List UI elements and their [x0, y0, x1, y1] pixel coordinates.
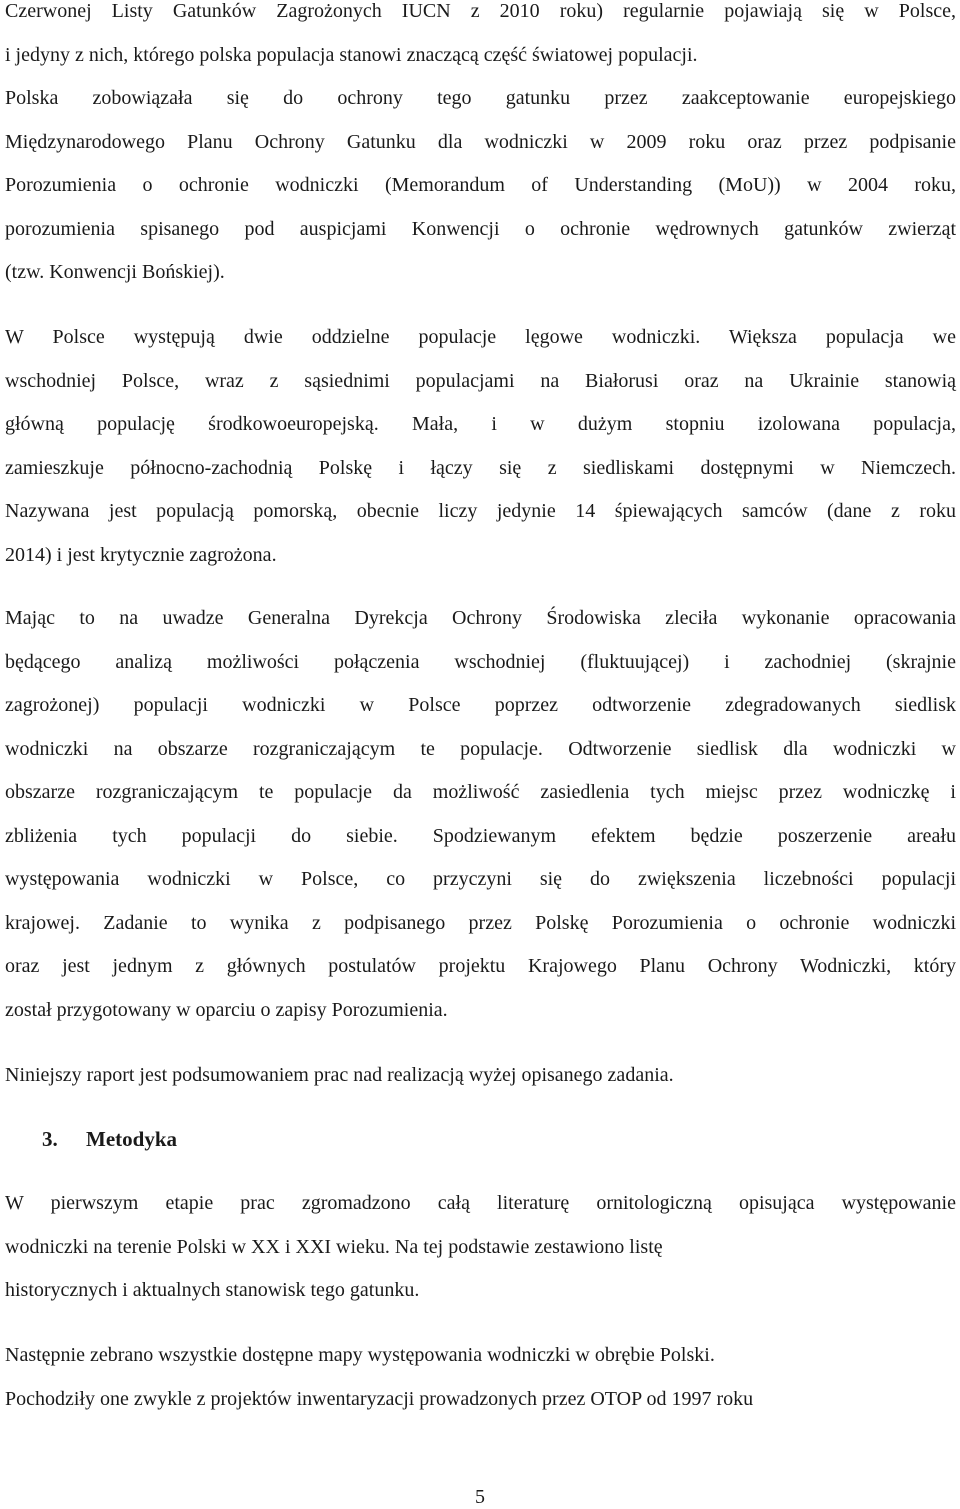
paragraph-line: Polska zobowiązała się do ochrony tego gatunku przez zaakceptowanie europejskiego — [5, 87, 956, 109]
paragraph-line: wodniczki na terenie Polski w XX i XXI wieku. Na tej podstawie zestawiono listę — [5, 1235, 663, 1258]
paragraph-line: Nazywana jest populacją pomorską, obecnie liczy jedynie 14 śpiewających samców (dane z roku — [5, 500, 956, 522]
paragraph-line: będącego analizą możliwości połączenia wschodniej (fluktuującej) i zachodniej (skrajnie — [5, 650, 956, 673]
paragraph-line: historycznych i aktualnych stanowisk tego gatunku. — [5, 1279, 420, 1301]
paragraph-line: Międzynarodowego Planu Ochrony Gatunku dla wodniczki w 2009 roku oraz przez podpisanie — [5, 130, 956, 153]
paragraph-line: Pochodziły one zwykle z projektów inwentaryzacji prowadzonych przez OTOP od 1997 roku — [5, 1387, 754, 1410]
paragraph-5 — [5, 1182, 956, 1313]
paragraph-line: oraz jest jednym z głównych postulatów projektu Krajowego Planu Ochrony Wodniczki, który — [5, 955, 956, 977]
paragraph-6 — [5, 1334, 956, 1421]
paragraph-2 — [5, 316, 956, 577]
paragraph-line: został przygotowany w oparciu o zapisy Porozumienia. — [5, 998, 448, 1021]
paragraph-line: Czerwonej Listy Gatunków Zagrożonych IUCN z 2010 roku) regularnie pojawiają się w Polsce, — [5, 0, 956, 22]
paragraph-line: porozumienia spisanego pod auspicjami Konwencji o ochronie wędrownych gatunków zwierząt — [5, 217, 956, 240]
paragraph-line: zbliżenia tych populacji do siebie. Spodziewanym efektem będzie poszerzenie areału — [5, 824, 956, 847]
paragraph-3 — [5, 597, 956, 1032]
paragraph-line: Niniejszy raport jest podsumowaniem prac nad realizacją wyżej opisanego zadania. — [5, 1064, 674, 1086]
paragraph-line: W pierwszym etapie prac zgromadzono całą literaturę ornitologiczną opisująca występowanie — [5, 1192, 956, 1214]
paragraph-line: wschodniej Polsce, wraz z sąsiednimi populacjami na Białorusi oraz na Ukrainie stanowią — [5, 369, 956, 392]
page-number: 5 — [475, 1486, 485, 1508]
paragraph-line: Następnie zebrano wszystkie dostępne mapy występowania wodniczki w obrębie Polski. — [5, 1344, 715, 1366]
paragraph-line: krajowej. Zadanie to wynika z podpisanego przez Polskę Porozumienia o ochronie wodniczki — [5, 911, 956, 934]
paragraph-line: zamieszkuje północno-zachodnią Polskę i łączy się z siedliskami dostępnymi w Niemczech. — [5, 456, 956, 479]
paragraph-line: występowania wodniczki w Polsce, co przyczyni się do zwiększenia liczebności populacji — [5, 868, 956, 890]
paragraph-line: 2014) i jest krytycznie zagrożona. — [5, 543, 277, 566]
section-title: Metodyka — [86, 1127, 177, 1151]
paragraph-line: główną populację środkowoeuropejską. Mała, i w dużym stopniu izolowana populacja, — [5, 413, 956, 435]
paragraph-line: wodniczki na obszarze rozgraniczającym te populacje. Odtworzenie siedlisk dla wodniczki w — [5, 737, 956, 760]
paragraph-line: zagrożonej) populacji wodniczki w Polsce poprzez odtworzenie zdegradowanych siedlisk — [5, 694, 956, 716]
paragraph-line: Porozumienia o ochronie wodniczki (Memorandum of Understanding (MoU)) w 2004 roku, — [5, 174, 956, 196]
section-number: 3. — [42, 1127, 58, 1151]
paragraph-line: i jedyny z nich, którego polska populacja stanowi znaczącą część światowej populacji. — [5, 43, 698, 66]
paragraph-line: (tzw. Konwencji Bońskiej). — [5, 261, 225, 283]
paragraph-line: obszarze rozgraniczającym te populacje da możliwość zasiedlenia tych miejsc przez wodniczkę i — [5, 781, 956, 803]
paragraph-line: W Polsce występują dwie oddzielne populacje lęgowe wodniczki. Większa populacja we — [5, 326, 956, 348]
paragraph-4 — [5, 1054, 956, 1098]
paragraph-1 — [5, 0, 956, 295]
paragraph-line: Mając to na uwadze Generalna Dyrekcja Ochrony Środowiska zleciła wykonanie opracowania — [5, 607, 956, 629]
section-heading — [42, 1125, 177, 1153]
